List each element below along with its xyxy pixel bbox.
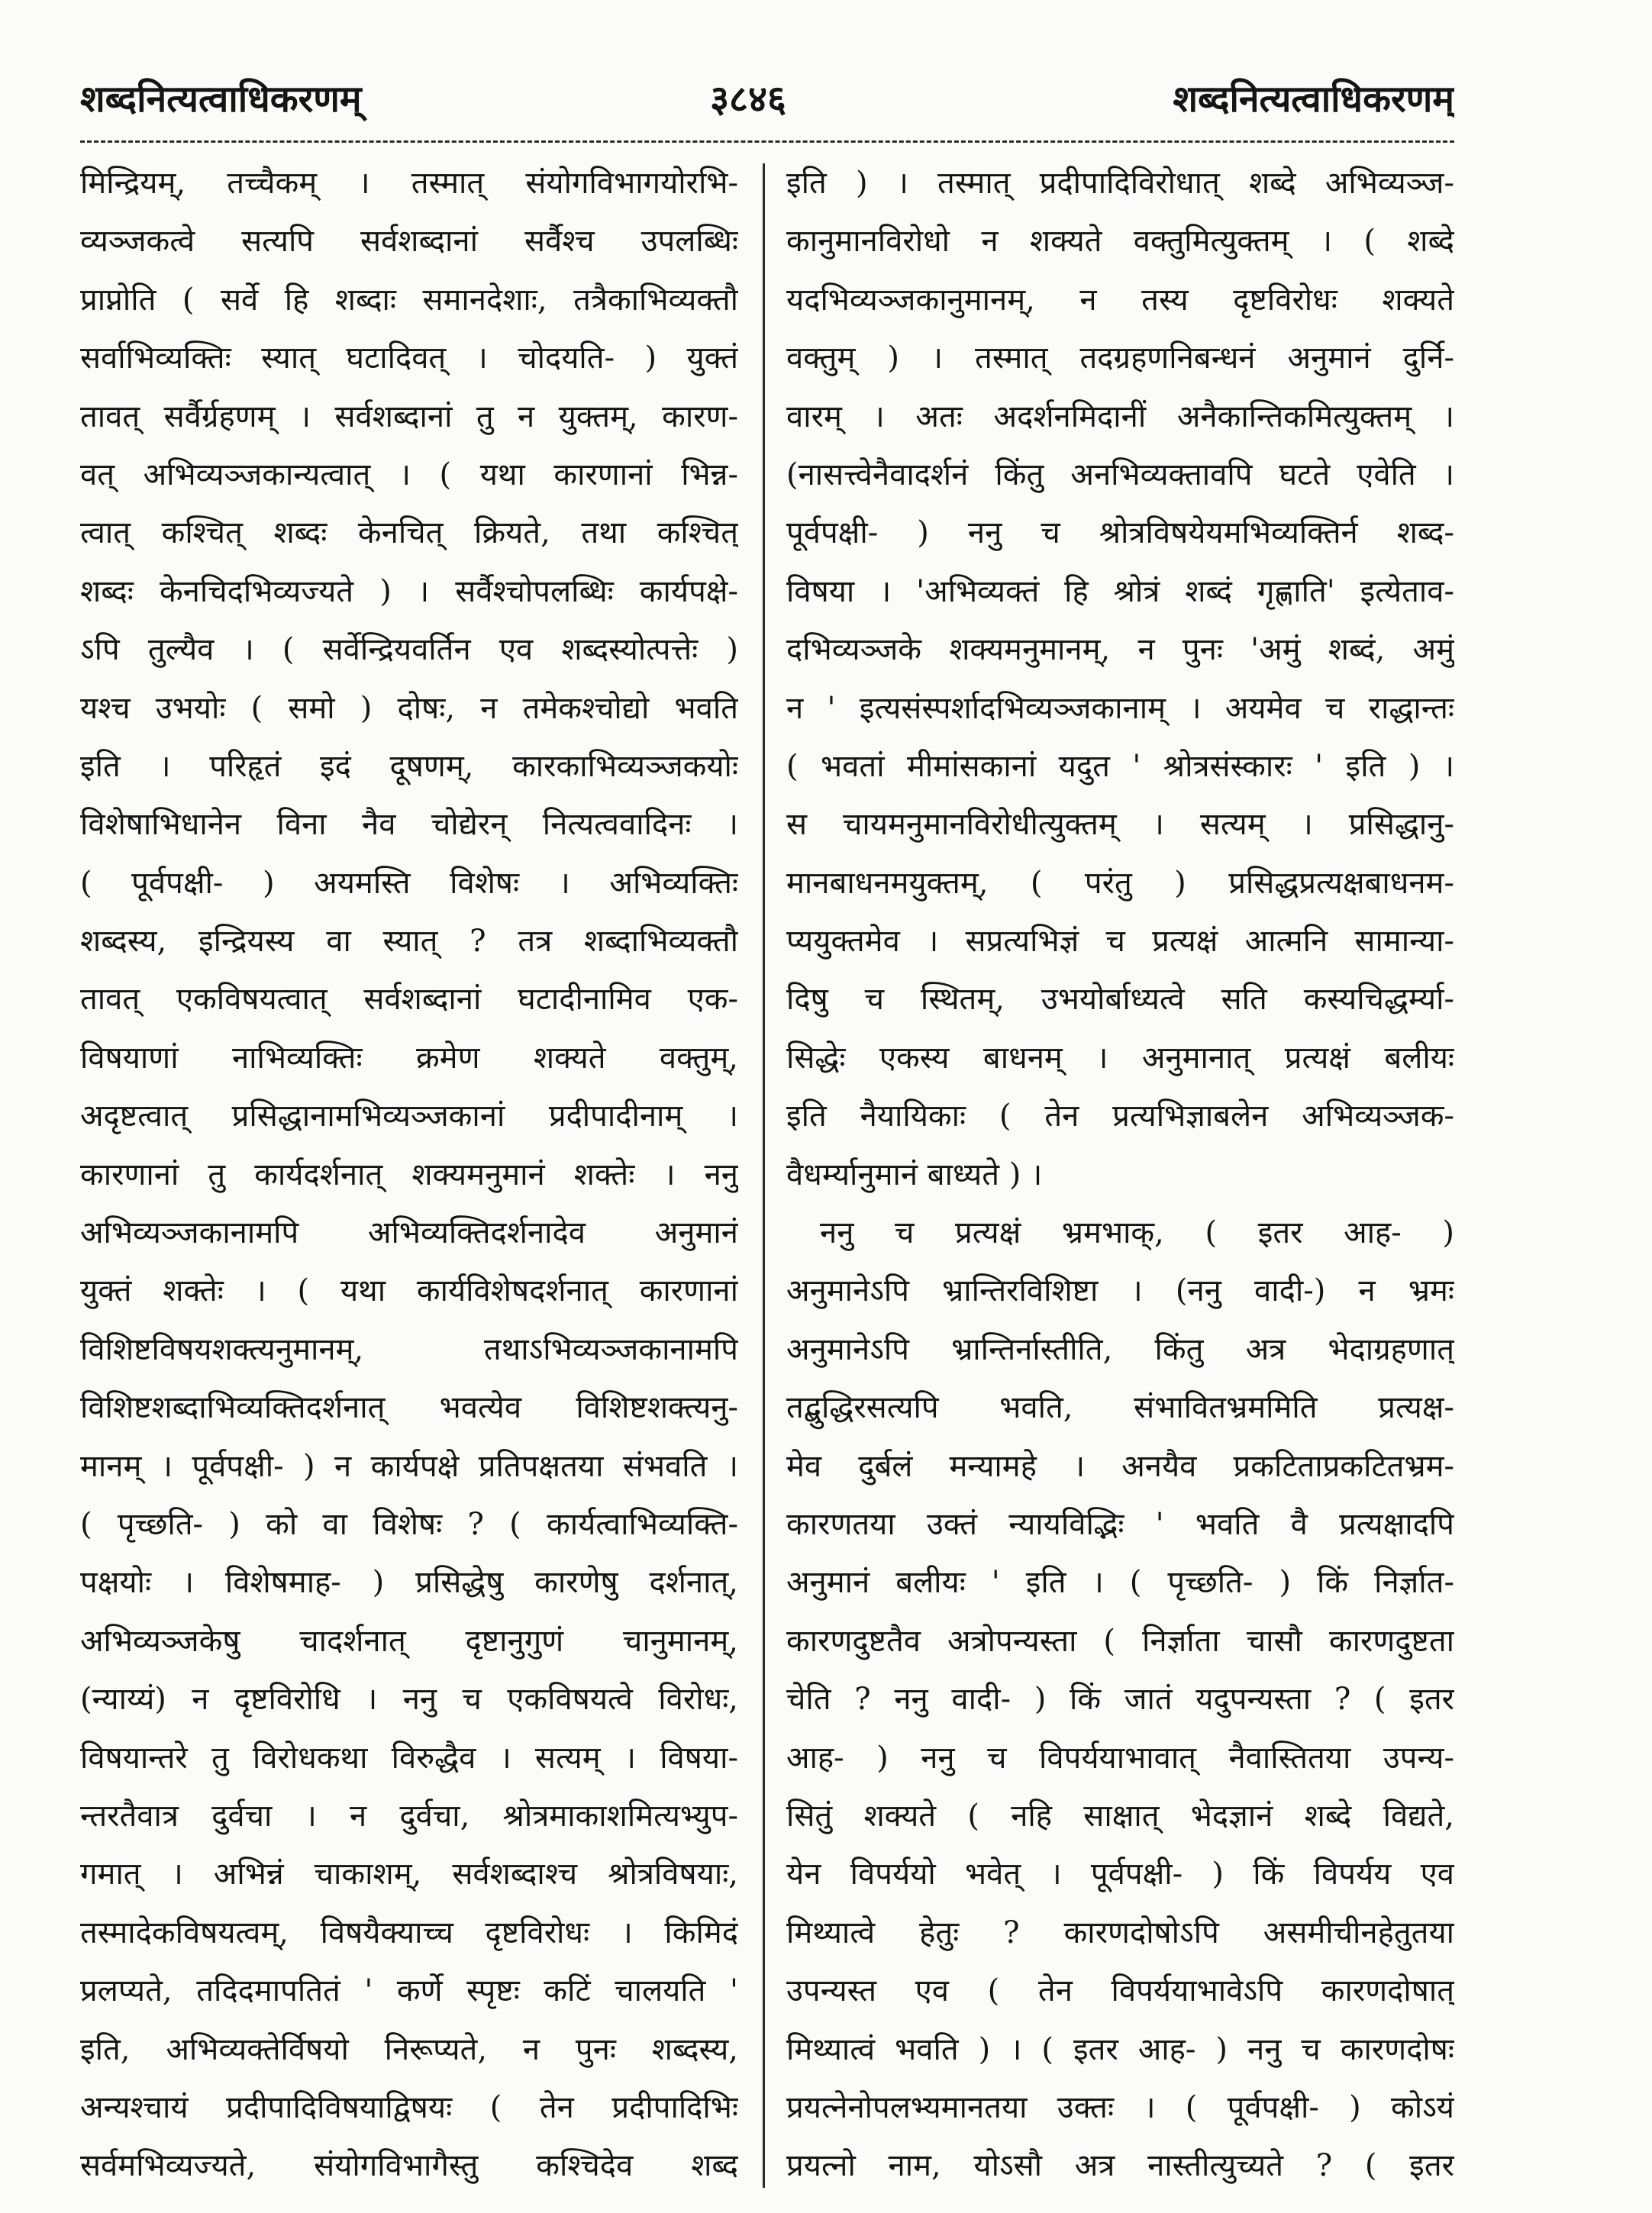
text-line: इति, अभिव्यक्तेर्विषयो निरूप्यते, न पुनः शब्दस्य, [80, 2031, 738, 2067]
header-rule [80, 140, 1454, 143]
text-line: ( भवतां मीमांसकानां यदुत ' श्रोत्रसंस्कारः ' इति ) । [786, 748, 1454, 784]
text-line: विषयाणां नाभिव्यक्तिः क्रमेण शक्यते वक्तुम्, [80, 1040, 738, 1076]
running-header-left: शब्दनित्यत्वाधिकरणम् [80, 78, 362, 121]
text-line: व्यञ्जकत्वे सत्यपि सर्वशब्दानां सर्वैश्च उपलब्धिः [80, 224, 738, 260]
text-line: मेव दुर्बलं मन्यामहे । अनयैव प्रकटिताप्रकटितभ्रम- [786, 1448, 1454, 1484]
text-line: तावत् एकविषयत्वात् सर्वशब्दानां घटादीनामिव एक- [80, 982, 738, 1018]
text-line: प्राप्नोति ( सर्वे हि शब्दाः समानदेशाः, तत्रैकाभिव्यक्तौ [80, 282, 738, 318]
text-line: प्ययुक्तमेव । सप्रत्यभिज्ञं च प्रत्यक्षं आत्मनि सामान्या- [786, 924, 1454, 960]
text-line: (न्याय्यं) न दृष्टविरोधि । ननु च एकविषयत्वे विरोधः, [80, 1682, 738, 1718]
text-line: ( पृच्छति- ) को वा विशेषः ? ( कार्यत्वाभिव्यक्ति- [80, 1506, 738, 1542]
text-line: कारणतया उक्तं न्यायविद्भिः ' भवति वै प्रत्यक्षादपि [786, 1506, 1454, 1542]
text-line: ऽपि तुल्यैव । ( सर्वेन्द्रियवर्तिन एव शब्दस्योत्पत्तेः ) [80, 632, 738, 668]
text-line: तद्बुद्धिरसत्यपि भवति, संभावितभ्रममिति प्रत्यक्ष- [786, 1390, 1454, 1426]
text-line: विशिष्टविषयशक्त्यनुमानम्, तथाऽभिव्यञ्जकानामपि [80, 1331, 738, 1367]
text-line: मानम् । पूर्वपक्षी- ) न कार्यपक्षे प्रतिपक्षतया संभवति । [80, 1448, 738, 1484]
text-line: पक्षयोः । विशेषमाह- ) प्रसिद्धेषु कारणेषु दर्शनात्, [80, 1565, 738, 1601]
text-line: अभिव्यञ्जकानामपि अभिव्यक्तिदर्शनादेव अनुमानं [80, 1215, 738, 1251]
text-line: तावत् सर्वैर्ग्रहणम् । सर्वशब्दानां तु न युक्तम्, कारण- [80, 398, 738, 434]
left-column [80, 154, 738, 2195]
text-line: मिन्द्रियम्, तच्चैकम् । तस्मात् संयोगविभागयोरभि- [80, 166, 738, 201]
text-line: मिथ्यात्वं भवति ) । ( इतर आह- ) ननु च कारणदोषः [786, 2031, 1454, 2067]
right-column [786, 154, 1454, 2195]
text-line: अनुमानेऽपि भ्रान्तिर्नास्तीति, किंतु अत्र भेदाग्रहणात् [786, 1331, 1454, 1367]
text-line: प्रयत्नेनोपलभ्यमानतया उक्तः । ( पूर्वपक्षी- ) कोऽयं [786, 2089, 1454, 2125]
text-line: कानुमानविरोधो न शक्यते वक्तुमित्युक्तम् । ( शब्दे [786, 224, 1454, 260]
text-line: सिद्धेः एकस्य बाधनम् । अनुमानात् प्रत्यक्षं बलीयः [786, 1040, 1454, 1076]
text-line: विषया । 'अभिव्यक्तं हि श्रोत्रं शब्दं गृह्णाति' इत्येताव- [786, 573, 1454, 609]
text-line: इति । परिहृतं इदं दूषणम्, कारकाभिव्यञ्जकयोः [80, 748, 738, 784]
column-divider [763, 163, 765, 2188]
text-line: विशिष्टशब्दाभिव्यक्तिदर्शनात् भवत्येव विशिष्टशक्त्यनु- [80, 1390, 738, 1426]
text-line: आह- ) ननु च विपर्ययाभावात् नैवास्तितया उपन्य- [786, 1740, 1454, 1776]
text-line: सितुं शक्यते ( नहि साक्षात् भेदज्ञानं शब्दे विद्यते, [786, 1798, 1454, 1834]
text-line: अभिव्यञ्जकेषु चादर्शनात् दृष्टानुगुणं चानुमानम्, [80, 1623, 738, 1659]
text-line: वारम् । अतः अदर्शनमिदानीं अनैकान्तिकमित्युक्तम् । [786, 398, 1454, 434]
text-line: विशेषाभिधानेन विना नैव चोद्येरन् नित्यत्ववादिनः । [80, 807, 738, 843]
text-line: सर्वमभिव्यज्यते, संयोगविभागैस्तु कश्चिदेव शब्द [80, 2148, 738, 2184]
text-line: त्वात् कश्चित् शब्दः केनचित् क्रियते, तथा कश्चित् [80, 515, 738, 551]
paragraph-start-line: ननु च प्रत्यक्षं भ्रमभाक्, ( इतर आह- ) [820, 1215, 1454, 1251]
text-line: न ' इत्यसंस्पर्शादभिव्यञ्जकानाम् । अयमेव च राद्धान्तः [786, 690, 1454, 726]
text-line: मानबाधनमयुक्तम्, ( परंतु ) प्रसिद्धप्रत्यक्षबाधनम- [786, 865, 1454, 901]
text-line: अदृष्टत्वात् प्रसिद्धानामभिव्यञ्जकानां प्रदीपादीनाम् । [80, 1098, 738, 1134]
text-line: दिषु च स्थितम्, उभयोर्बाध्यत्वे सति कस्यचिद्धर्म्या- [786, 982, 1454, 1018]
text-line: प्रलप्यते, तदिदमापतितं ' कर्णे स्पृष्टः कटिं चालयति ' [80, 1973, 738, 2009]
text-line: वत् अभिव्यञ्जकान्यत्वात् । ( यथा कारणानां भिन्न- [80, 456, 738, 492]
text-line: इति नैयायिकाः ( तेन प्रत्यभिज्ञाबलेन अभिव्यञ्जक- [786, 1098, 1454, 1134]
text-line: ( पूर्वपक्षी- ) अयमस्ति विशेषः । अभिव्यक्तिः [80, 865, 738, 901]
text-line: कारणदुष्टतैव अत्रोपन्यस्ता ( निर्ज्ञाता चासौ कारणदुष्टता [786, 1623, 1454, 1659]
text-line: सर्वाभिव्यक्तिः स्यात् घटादिवत् । चोदयति- ) युक्तं [80, 340, 738, 376]
text-line: यदभिव्यञ्जकानुमानम्, न तस्य दृष्टविरोधः शक्यते [786, 282, 1454, 318]
text-line: विषयान्तरे तु विरोधकथा विरुद्धैव । सत्यम् । विषया- [80, 1740, 738, 1776]
text-line: (नासत्त्वेनैवादर्शनं किंतु अनभिव्यक्तावपि घटते एवेति । [786, 456, 1454, 492]
text-line: येन विपर्ययो भवेत् । पूर्वपक्षी- ) किं विपर्यय एव [786, 1857, 1454, 1892]
text-line: युक्तं शक्तेः । ( यथा कार्यविशेषदर्शनात् कारणानां [80, 1273, 738, 1309]
page-number: ३८४६ [710, 78, 786, 121]
text-line: मिथ्यात्वे हेतुः ? कारणदोषोऽपि असमीचीनहेतुतया [786, 1915, 1454, 1950]
text-line: अन्यश्चायं प्रदीपादिविषयाद्विषयः ( तेन प्रदीपादिभिः [80, 2089, 738, 2125]
text-line: कारणानां तु कार्यदर्शनात् शक्यमनुमानं शक्तेः । ननु [80, 1157, 738, 1192]
text-line: गमात् । अभिन्नं चाकाशम्, सर्वशब्दाश्च श्रोत्रविषयाः, [80, 1857, 738, 1892]
text-line: प्रयत्नो नाम, योऽसौ अत्र नास्तीत्युच्यते ? ( इतर [786, 2148, 1454, 2184]
paragraph-end-line: वैधर्म्यानुमानं बाध्यते ) । [786, 1157, 1043, 1192]
text-line: अनुमानेऽपि भ्रान्तिरविशिष्टा । (ननु वादी-) न भ्रमः [786, 1273, 1454, 1309]
text-line: स चायमनुमानविरोधीत्युक्तम् । सत्यम् । प्रसिद्धानु- [786, 807, 1454, 843]
text-line: पूर्वपक्षी- ) ननु च श्रोत्रविषयेयमभिव्यक्तिर्न शब्द- [786, 515, 1454, 551]
text-line: इति ) । तस्मात् प्रदीपादिविरोधात् शब्दे अभिव्यञ्ज- [786, 166, 1454, 201]
running-header-right: शब्दनित्यत्वाधिकरणम् [1173, 78, 1454, 121]
text-line: अनुमानं बलीयः ' इति । ( पृच्छति- ) किं निर्ज्ञात- [786, 1565, 1454, 1601]
text-line: उपन्यस्त एव ( तेन विपर्ययाभावेऽपि कारणदोषात् [786, 1973, 1454, 2009]
text-line: चेति ? ननु वादी- ) किं जातं यदुपन्यस्ता ? ( इतर [786, 1682, 1454, 1718]
text-line: शब्दः केनचिदभिव्यज्यते ) । सर्वैश्चोपलब्धिः कार्यपक्षे- [80, 573, 738, 609]
text-line: वक्तुम् ) । तस्मात् तदग्रहणनिबन्धनं अनुमानं दुर्नि- [786, 340, 1454, 376]
text-line: दभिव्यञ्जके शक्यमनुमानम्, न पुनः 'अमुं शब्दं, अमुं [786, 632, 1454, 668]
text-line: शब्दस्य, इन्द्रियस्य वा स्यात् ? तत्र शब्दाभिव्यक्तौ [80, 924, 738, 960]
text-line: न्तरतैवात्र दुर्वचा । न दुर्वचा, श्रोत्रमाकाशमित्यभ्युप- [80, 1798, 738, 1834]
text-line: तस्मादेकविषयत्वम्, विषयैक्याच्च दृष्टविरोधः । किमिदं [80, 1915, 738, 1950]
text-line: यश्च उभयोः ( समो ) दोषः, न तमेकश्चोद्यो भवति [80, 690, 738, 726]
